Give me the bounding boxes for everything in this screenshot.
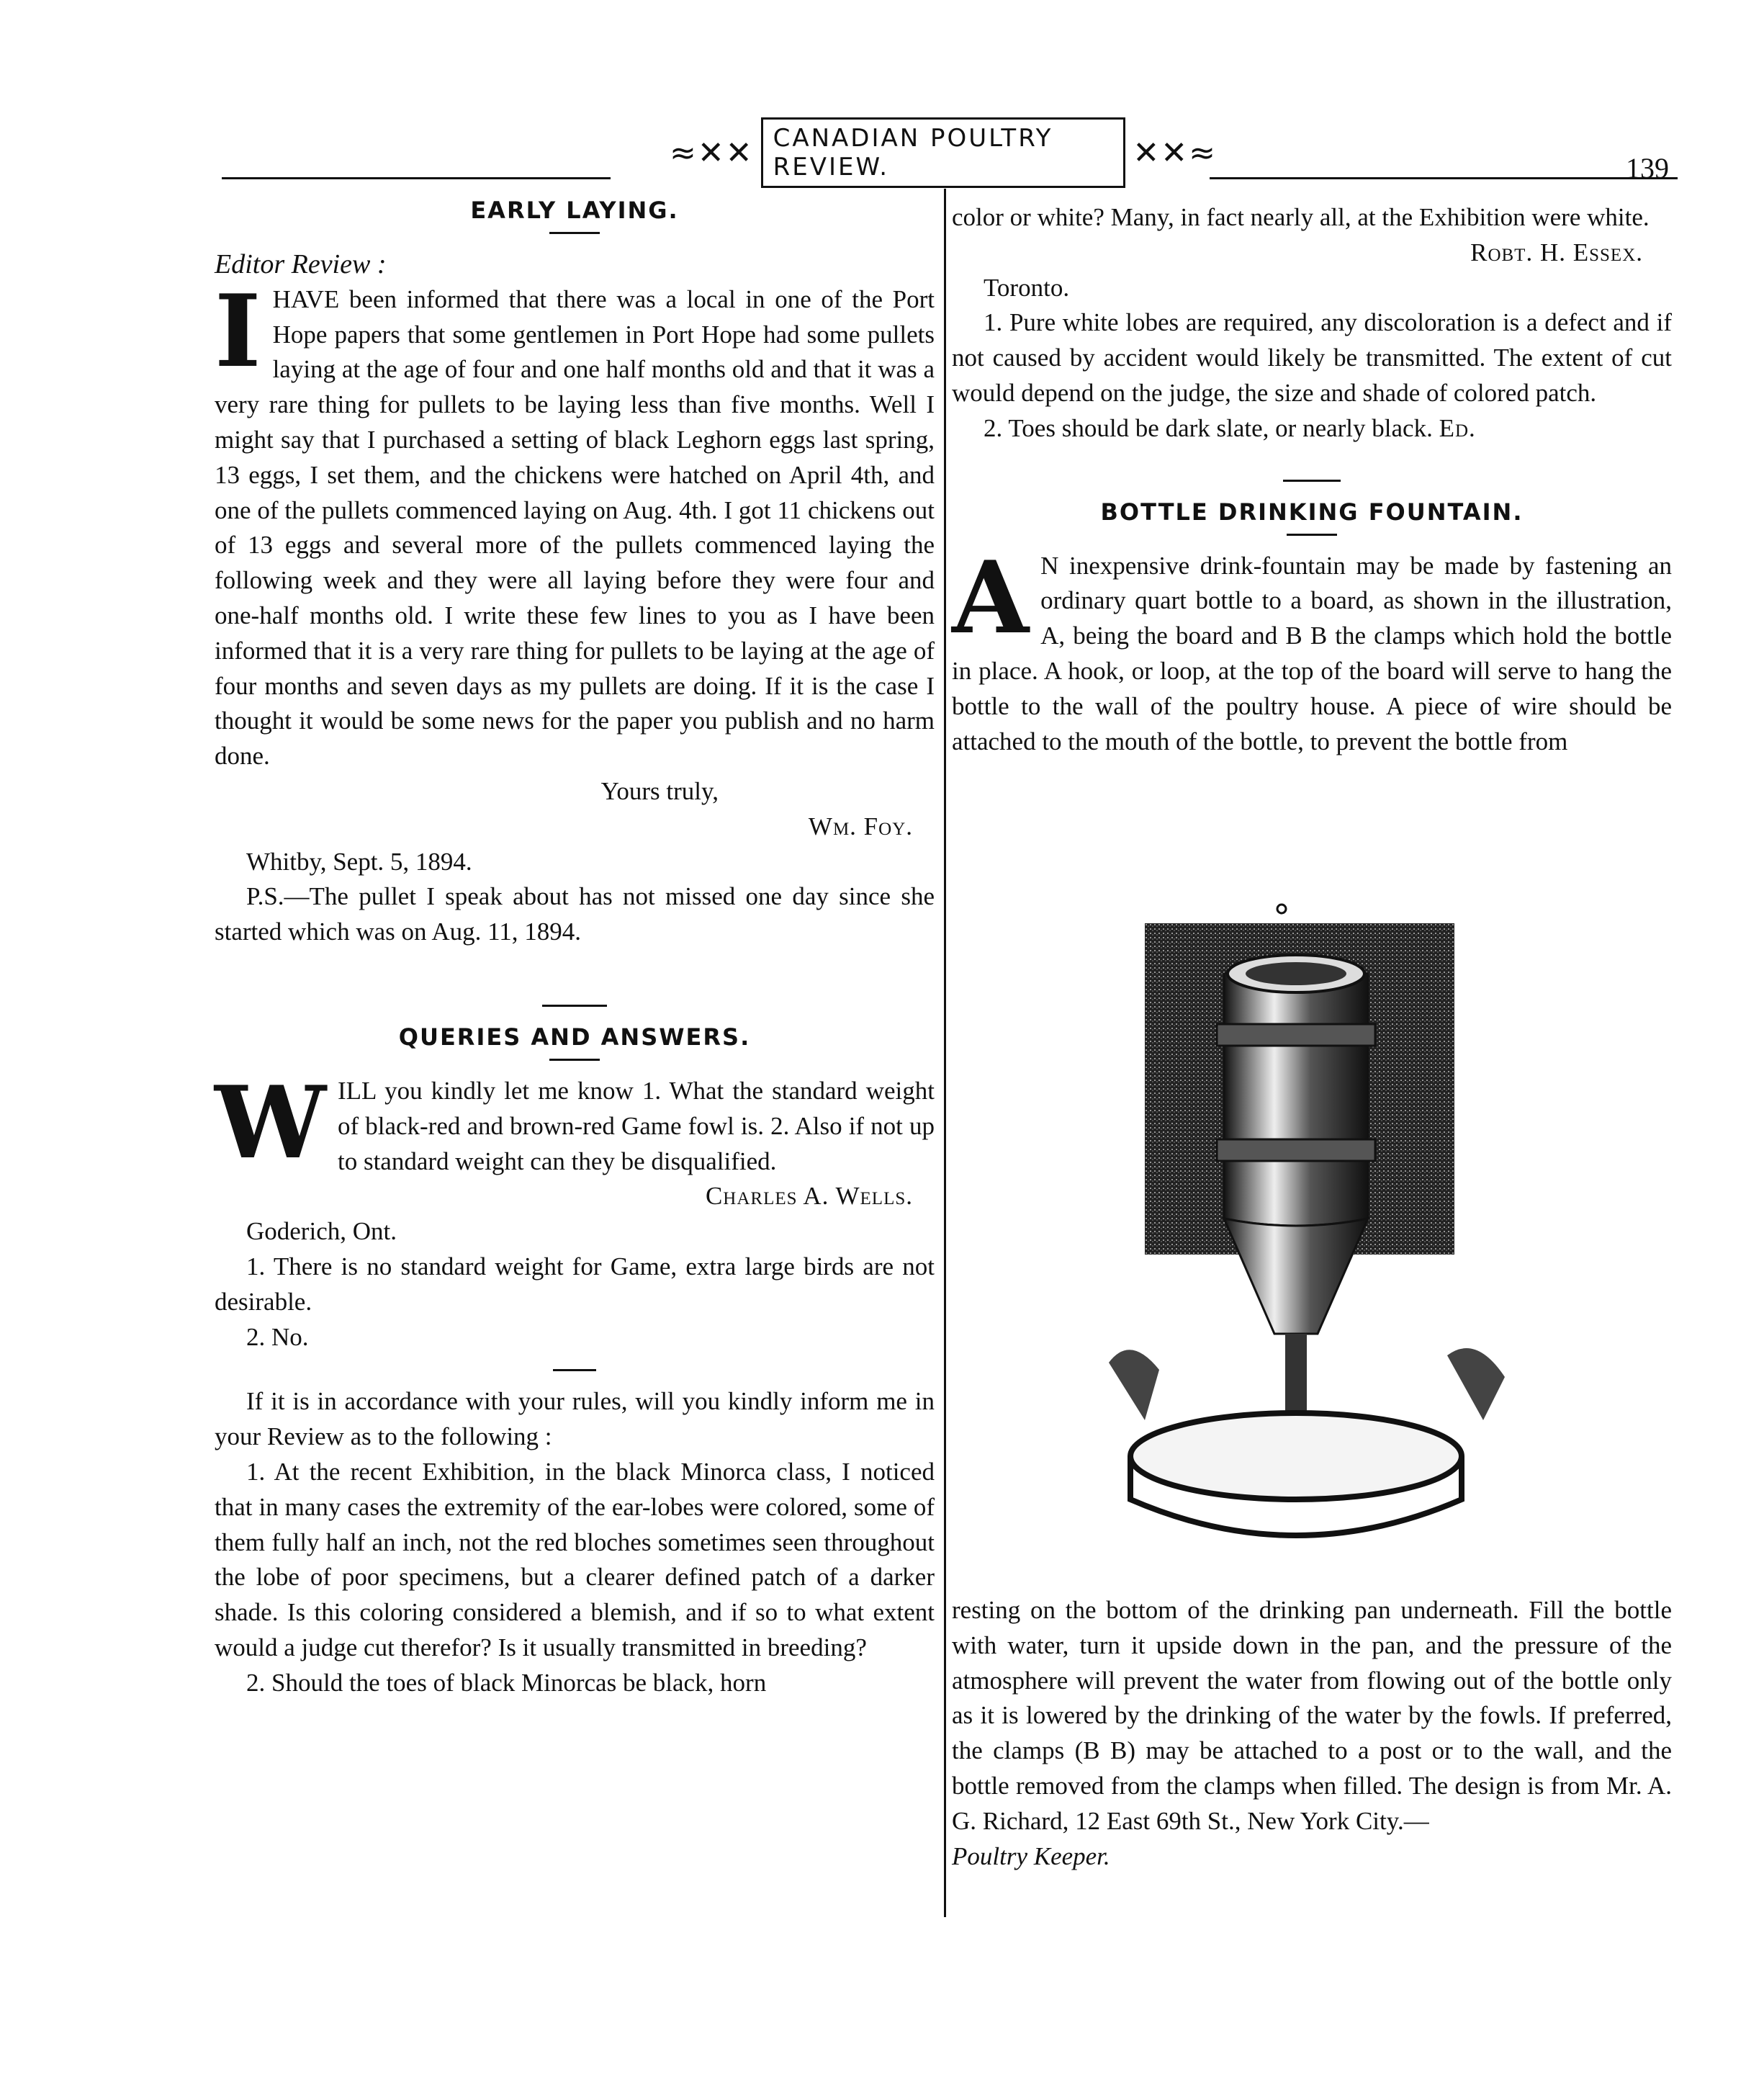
bottle — [1224, 963, 1368, 1226]
drinking-pan — [1130, 1413, 1462, 1499]
fountain-text: N inexpensive drink-fountain may be made by fastening an ordinary quart bottle to a board, as shown in the illustration, A, being the board and B B the clamps which hold the bottle in place. A hook, or loop, at the top of the board will serve to hang the bottle to the wall of the poultry house. A piece of wire should be attached to the mouth of the bottle, to prevent the bottle from — [952, 551, 1672, 755]
column-divider — [944, 189, 946, 1917]
query-2-2: 2. Should the toes of black Minorcas be black, horn — [246, 1668, 767, 1697]
place-toronto: Toronto. — [984, 273, 1070, 302]
fountain-heading: BOTTLE DRINKING FOUNTAIN. — [1100, 498, 1524, 526]
right-column-bottom — [952, 1593, 1672, 1874]
credit: Poultry Keeper. — [952, 1842, 1110, 1870]
section-rule — [542, 1005, 607, 1007]
clamp-bottom — [1217, 1139, 1375, 1161]
closing: Yours truly, — [600, 776, 719, 805]
fountain-text-2: resting on the bottom of the drinking pan underneath. Fill the bottle with water, turn it upside down in the pan, and the pressure of the atmosphere will prevent the water from flowing out of the bottle only as it is lowered by the drinking of the water by the fowls. If preferred, the clamps (B B) may be attached to a post or to the wall, and the bottle removed from the clamps when filled. The design is from Mr. A. G. Richard, 12 East 69th St., New York City.— — [952, 1596, 1672, 1835]
masthead — [670, 124, 1217, 181]
dropcap-w: W — [215, 1063, 326, 1181]
early-laying-text: HAVE been informed that there was a local in one of the Port Hope papers that some gentlemen in Port Hope had some pullets laying at the age of four and one half months old and that it was a very rare thing for pullets to be laying less than five months. Well I might say that I purchased a setting of black Leghorn eggs last spring, 13 eggs, I set them, and the chickens were hatched on April 4th, and one of the pullets commenced laying on Aug. 4th. I got 11 chickens out of 13 eggs and several more of the pullets commenced laying the following week and they were all laying before they were four and one-half months old. I write these few lines to you as I have been informed that it is a very rare thing for pullets to be laying at the age of four months and seven days as my pullets are doing. If it is the case I thought it would be some news for the paper you publish and no harm done. — [215, 284, 935, 771]
bottle-neck — [1224, 1219, 1368, 1334]
query-2-intro: If it is in accordance with your rules, will you kindly inform me in your Review as to the following : — [215, 1387, 935, 1451]
answer-1-2: 2. No. — [246, 1322, 309, 1351]
queries-heading: QUERIES AND ANSWERS. — [398, 1023, 751, 1051]
early-laying-heading: EARLY LAYING. — [470, 197, 679, 224]
query-2-1: 1. At the recent Exhibition, in the black Minorca class, I noticed that in many cases the extremity of the ear-lobes were colored, some of them fully half an inch, not the red bloches sometimes seen throughout the lobe of poor specimens, but a clearer defined patch of a darker shade. Is this coloring considered a blemish, and if so to what extent would a judge cut therefor? Is it usually transmitted in breeding? — [215, 1457, 935, 1661]
ornament-left-icon: ≈✕✕ — [670, 134, 754, 171]
signature-foy: Wm. Foy. — [808, 812, 913, 840]
heading-rule — [549, 1059, 600, 1061]
fountain-body-2 — [952, 1593, 1672, 1874]
page-number: 139 — [1626, 152, 1669, 184]
editor-sign: Ed. — [1439, 413, 1476, 442]
query-1 — [215, 1063, 935, 1181]
salutation: Editor Review : — [215, 249, 387, 279]
early-laying-body — [215, 272, 935, 774]
masthead-title: CANADIAN POULTRY REVIEW. — [761, 117, 1126, 188]
dropcap-a: A — [952, 538, 1030, 656]
postscript: P.S.—The pullet I speak about has not missed one day since she started which was on Aug. 11, 1894. — [215, 882, 935, 946]
section-rule — [1283, 480, 1341, 482]
ornament-right-icon: ✕✕≈ — [1133, 134, 1217, 171]
section-rule — [553, 1369, 596, 1371]
answer-1-1: 1. There is no standard weight for Game, extra large birds are not desirable. — [215, 1252, 935, 1316]
heading-rule — [1287, 534, 1337, 536]
place-goderich: Goderich, Ont. — [246, 1217, 397, 1246]
signature-wells: Charles A. Wells. — [705, 1182, 913, 1211]
answer-2-2 — [952, 411, 1672, 447]
answer-2-2-text: 2. Toes should be dark slate, or nearly black. — [984, 413, 1433, 442]
left-column — [215, 193, 935, 1700]
hook-loop — [1277, 905, 1286, 913]
signature-essex: Robt. H. Essex. — [1470, 238, 1643, 266]
right-column — [952, 200, 1672, 759]
header-rule-left — [222, 177, 611, 179]
bottle-fountain-illustration — [1102, 902, 1512, 1579]
dropcap-i: I — [215, 272, 261, 390]
heading-rule — [549, 232, 600, 234]
fountain-body — [952, 538, 1672, 760]
query-1-text: ILL you kindly let me know 1. What the standard weight of black-red and brown-red Game fowl is. 2. Also if not up to standard weight can they be disqualified. — [337, 1076, 935, 1175]
header-rule-right — [1210, 177, 1678, 179]
place-date: Whitby, Sept. 5, 1894. — [246, 847, 472, 876]
answer-2-1: 1. Pure white lobes are required, any discoloration is a defect and if not caused by accident would likely be transmitted. The extent of cut would depend on the judge, the size and shade of colored patch. — [952, 308, 1672, 407]
clamp-top — [1217, 1024, 1375, 1046]
bottle-base-inner — [1246, 962, 1346, 985]
query-2-cont: color or white? Many, in fact nearly all, at the Exhibition were white. — [952, 203, 1650, 231]
